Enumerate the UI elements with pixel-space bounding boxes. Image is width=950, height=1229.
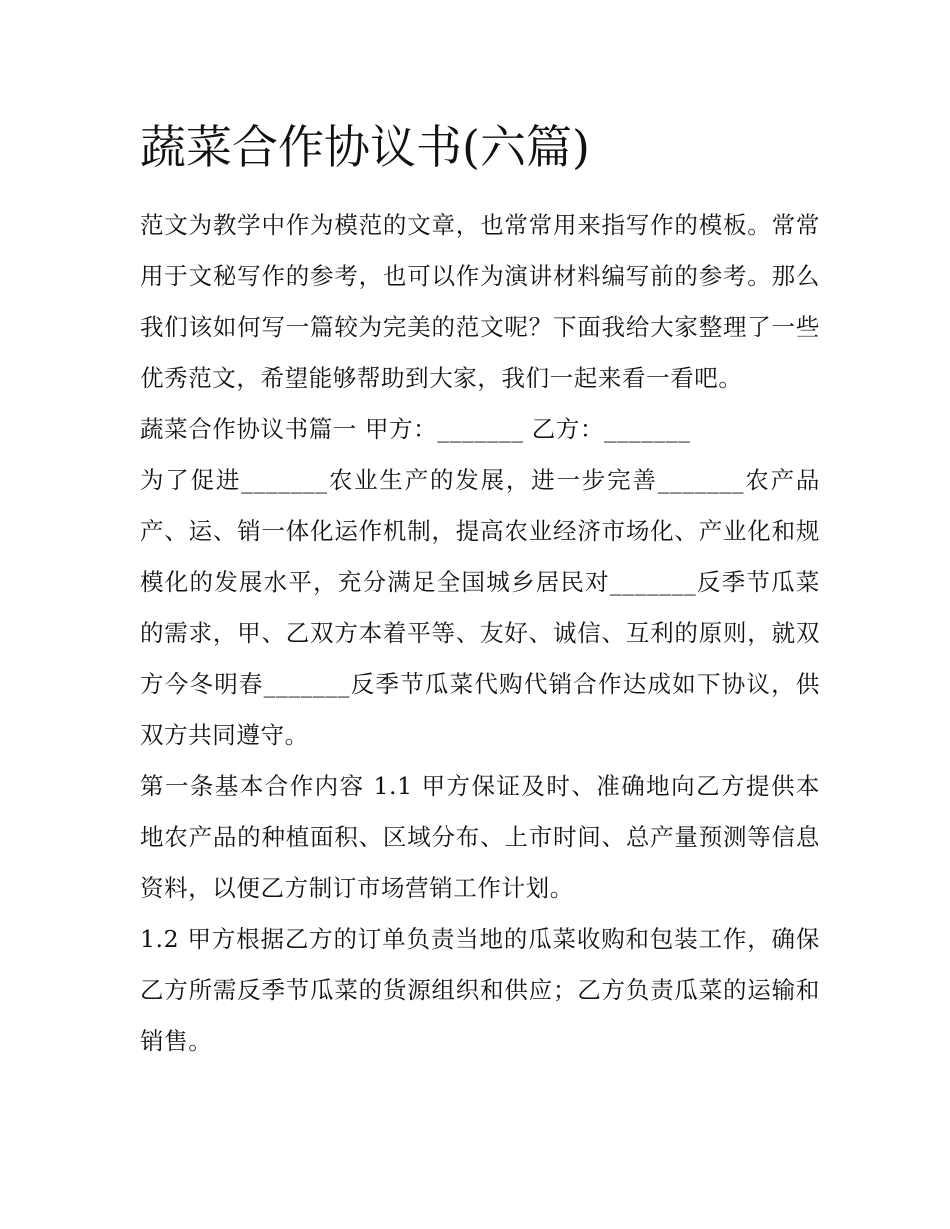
preamble-paragraph: 为了促进_______农业生产的发展，进一步完善_______农产品产、运、销一体化运作机制，提高农业经济市场化、产业化和规模化的发展水平，充分满足全国城乡居民对_______反季节瓜菜的需求，甲、乙双方本着平等、友好、诚信、互利的原则，就双方今冬明春_______反季节瓜菜代购代销合作达成如下协议，供双方共同遵守。 [140,466,820,749]
document-title: 蔬菜合作协议书(六篇) [140,120,590,174]
clause-1-2-paragraph: 1.2 甲方根据乙方的订单负责当地的瓜菜收购和包装工作，确保乙方所需反季节瓜菜的货源组织和供应；乙方负责瓜菜的运输和销售。 [140,925,820,1055]
clause-1-1-paragraph: 第一条基本合作内容 1.1 甲方保证及时、准确地向乙方提供本地农产品的种植面积、区域分布、上市时间、总产量预测等信息资料，以便乙方制订市场营销工作计划。 [140,772,820,902]
intro-paragraph: 范文为教学中作为模范的文章，也常常用来指写作的模板。常常用于文秘写作的参考，也可以作为演讲材料编写前的参考。那么我们该如何写一篇较为完美的范文呢？下面我给大家整理了一些优秀范文，希望能够帮助到大家，我们一起来看一看吧。 [140,211,820,392]
document-body [140,112,820,1067]
section-one-heading: 蔬菜合作协议书篇一 甲方：_______ 乙方：_______ [140,415,691,443]
